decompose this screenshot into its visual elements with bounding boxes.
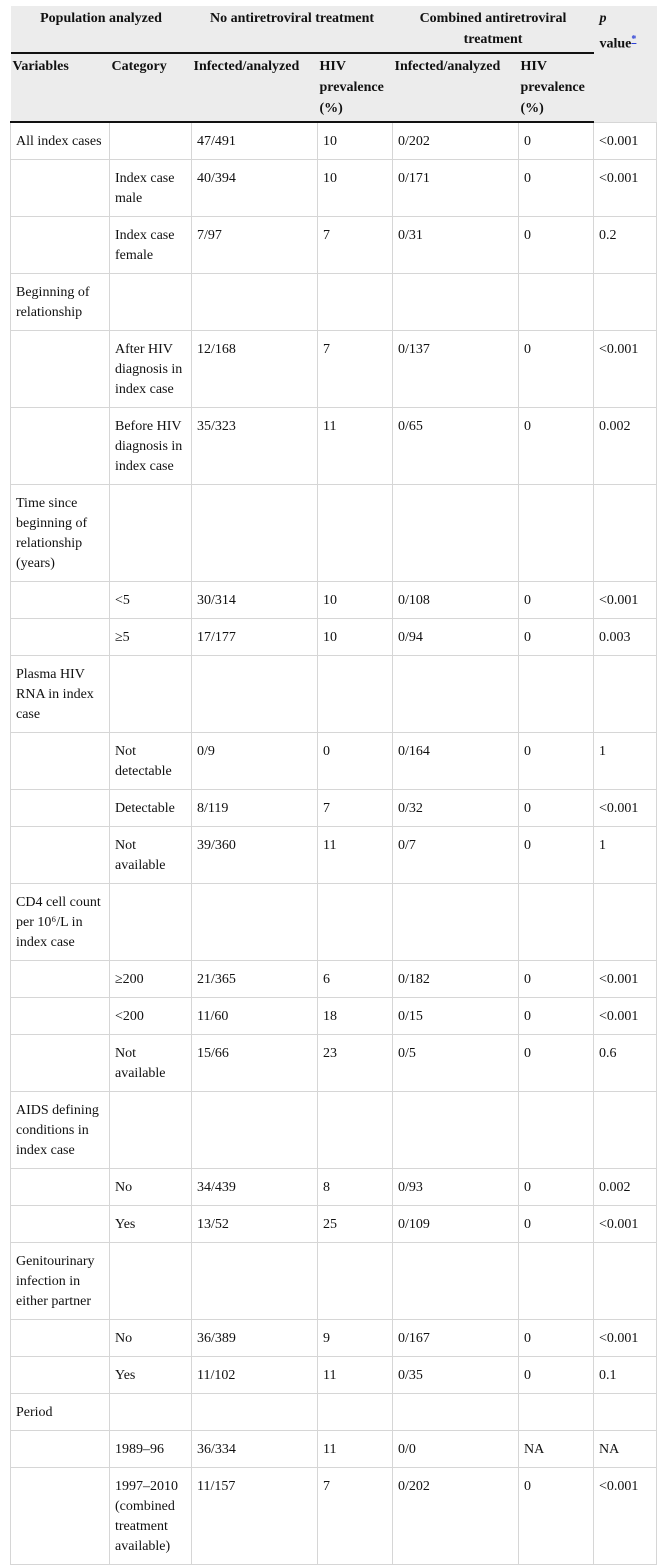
hiv-prevalence-no-art-cell: 9 [318,1320,393,1357]
table-row [11,408,657,485]
hiv-prevalence-combined-cell: 0 [519,331,594,408]
hiv-prevalence-combined-cell: 0 [519,1468,594,1565]
infected-analyzed-no-art-cell [192,1243,318,1320]
category-cell: 1997–2010 (combined treatment available) [110,1468,192,1565]
infected-analyzed-combined-cell: 0/94 [393,619,519,656]
header-group-row [11,6,657,53]
hiv-prevalence-combined-cell: 0 [519,961,594,998]
variable-cell [11,619,110,656]
variable-cell [11,582,110,619]
hiv-prevalence-combined-cell [519,485,594,582]
infected-analyzed-combined-cell: 0/182 [393,961,519,998]
p-value-header [594,6,657,122]
category-cell: <5 [110,582,192,619]
category-cell: ≥5 [110,619,192,656]
hiv-prevalence-combined-cell: 0 [519,1035,594,1092]
hiv-prevalence-combined-cell: 0 [519,160,594,217]
no-art-header: No antiretroviral treatment [192,6,393,53]
p-value-cell: <0.001 [594,961,657,998]
table-row [11,160,657,217]
table-row [11,1035,657,1092]
hiv-prevalence-no-art-cell: 7 [318,331,393,408]
header-columns-row [11,53,657,122]
infected-analyzed-no-art-cell: 0/9 [192,733,318,790]
variable-cell [11,1035,110,1092]
variable-cell [11,217,110,274]
hiv-prevalence-combined-cell: NA [519,1431,594,1468]
hiv-prevalence-no-art-cell: 25 [318,1206,393,1243]
hiv-prevalence-combined-cell [519,884,594,961]
hiv-prevalence-combined-cell [519,1092,594,1169]
infected-analyzed-header-2: Infected/analyzed [393,53,519,122]
p-value-word: value [599,36,632,52]
hiv-prevalence-no-art-cell [318,1243,393,1320]
infected-analyzed-no-art-cell [192,1092,318,1169]
variable-cell [11,733,110,790]
p-value-cell: 0.6 [594,1035,657,1092]
category-cell: After HIV diagnosis in index case [110,331,192,408]
category-cell [110,122,192,160]
p-value-cell: 0.1 [594,1357,657,1394]
infected-analyzed-combined-cell: 0/65 [393,408,519,485]
table-row [11,998,657,1035]
population-analyzed-header: Population analyzed [11,6,192,53]
hiv-prevalence-no-art-cell [318,485,393,582]
infected-analyzed-combined-cell: 0/93 [393,1169,519,1206]
infected-analyzed-combined-cell: 0/167 [393,1320,519,1357]
category-cell: Detectable [110,790,192,827]
category-cell: Before HIV diagnosis in index case [110,408,192,485]
table-row [11,1206,657,1243]
variable-cell [11,998,110,1035]
infected-analyzed-no-art-cell: 8/119 [192,790,318,827]
infected-analyzed-no-art-cell [192,485,318,582]
table-row [11,619,657,656]
hiv-prevalence-table [10,6,657,1565]
hiv-prevalence-no-art-cell: 0 [318,733,393,790]
hiv-prevalence-no-art-cell: 18 [318,998,393,1035]
p-value-cell: 1 [594,827,657,884]
table-row [11,1243,657,1320]
infected-analyzed-no-art-cell [192,884,318,961]
combined-art-header: Combined antiretroviral treatment [393,6,594,53]
p-value-cell: <0.001 [594,160,657,217]
table-row [11,582,657,619]
infected-analyzed-no-art-cell: 15/66 [192,1035,318,1092]
hiv-prevalence-combined-cell: 0 [519,998,594,1035]
table-row [11,827,657,884]
variable-cell [11,331,110,408]
hiv-prevalence-combined-cell: 0 [519,1169,594,1206]
p-value-cell: <0.001 [594,790,657,827]
infected-analyzed-combined-cell: 0/164 [393,733,519,790]
variable-cell [11,160,110,217]
p-value-cell: 1 [594,733,657,790]
infected-analyzed-combined-cell [393,656,519,733]
hiv-prevalence-no-art-cell: 11 [318,408,393,485]
hiv-prevalence-combined-cell: 0 [519,1320,594,1357]
p-value-cell: <0.001 [594,998,657,1035]
hiv-prevalence-no-art-cell [318,1394,393,1431]
table-row [11,656,657,733]
p-value-cell [594,1092,657,1169]
infected-analyzed-combined-cell: 0/35 [393,1357,519,1394]
infected-analyzed-no-art-cell: 47/491 [192,122,318,160]
hiv-prevalence-combined-cell: 0 [519,408,594,485]
infected-analyzed-no-art-cell [192,656,318,733]
p-value-cell: 0.003 [594,619,657,656]
category-cell: Not detectable [110,733,192,790]
infected-analyzed-no-art-cell: 34/439 [192,1169,318,1206]
hiv-prevalence-no-art-cell: 10 [318,619,393,656]
infected-analyzed-combined-cell: 0/15 [393,998,519,1035]
infected-analyzed-combined-cell [393,1243,519,1320]
infected-analyzed-no-art-cell [192,274,318,331]
hiv-prevalence-no-art-cell [318,656,393,733]
category-cell: No [110,1320,192,1357]
infected-analyzed-no-art-cell: 36/334 [192,1431,318,1468]
infected-analyzed-header-1: Infected/analyzed [192,53,318,122]
p-label: p [599,11,607,26]
table-row [11,1092,657,1169]
infected-analyzed-combined-cell: 0/32 [393,790,519,827]
p-value-cell: <0.001 [594,582,657,619]
variable-cell: All index cases [11,122,110,160]
category-cell [110,1394,192,1431]
infected-analyzed-no-art-cell: 30/314 [192,582,318,619]
table-row [11,733,657,790]
hiv-prevalence-combined-cell: 0 [519,122,594,160]
category-cell [110,274,192,331]
infected-analyzed-no-art-cell: 21/365 [192,961,318,998]
infected-analyzed-combined-cell: 0/202 [393,122,519,160]
variable-cell [11,1320,110,1357]
p-value-cell [594,485,657,582]
infected-analyzed-no-art-cell: 11/60 [192,998,318,1035]
table-row [11,1431,657,1468]
hiv-prevalence-combined-cell: 0 [519,827,594,884]
variable-cell: Period [11,1394,110,1431]
variables-header: Variables [11,53,110,122]
infected-analyzed-combined-cell: 0/171 [393,160,519,217]
hiv-prevalence-no-art-cell: 10 [318,582,393,619]
category-cell: ≥200 [110,961,192,998]
hiv-prevalence-combined-cell: 0 [519,733,594,790]
variable-cell [11,790,110,827]
hiv-prevalence-header-2: HIV prevalence (%) [519,53,594,122]
variable-cell [11,408,110,485]
variable-cell [11,827,110,884]
table-row [11,961,657,998]
hiv-prevalence-no-art-cell: 6 [318,961,393,998]
category-cell: No [110,1169,192,1206]
table-row [11,122,657,160]
hiv-prevalence-no-art-cell: 10 [318,160,393,217]
variable-cell [11,1206,110,1243]
category-cell: Index case male [110,160,192,217]
infected-analyzed-combined-cell [393,1394,519,1431]
variable-cell [11,1169,110,1206]
infected-analyzed-no-art-cell: 11/102 [192,1357,318,1394]
variable-cell: CD4 cell count per 10⁶/L in index case [11,884,110,961]
category-cell: Not available [110,827,192,884]
infected-analyzed-combined-cell: 0/202 [393,1468,519,1565]
infected-analyzed-no-art-cell: 11/157 [192,1468,318,1565]
infected-analyzed-combined-cell: 0/0 [393,1431,519,1468]
hiv-prevalence-combined-cell: 0 [519,217,594,274]
p-value-cell [594,1394,657,1431]
hiv-prevalence-combined-cell [519,274,594,331]
category-cell: <200 [110,998,192,1035]
p-value-cell: 0.002 [594,408,657,485]
p-value-cell: <0.001 [594,1320,657,1357]
hiv-prevalence-no-art-cell: 7 [318,1468,393,1565]
p-value-cell [594,884,657,961]
infected-analyzed-combined-cell: 0/109 [393,1206,519,1243]
variable-cell: Genitourinary infection in either partner [11,1243,110,1320]
infected-analyzed-combined-cell: 0/108 [393,582,519,619]
hiv-prevalence-combined-cell [519,1243,594,1320]
table-body [11,122,657,1565]
variable-cell [11,1431,110,1468]
hiv-prevalence-combined-cell: 0 [519,790,594,827]
footnote-link[interactable]: * [631,34,637,45]
table-row [11,485,657,582]
table-row [11,1468,657,1565]
infected-analyzed-no-art-cell [192,1394,318,1431]
infected-analyzed-combined-cell [393,274,519,331]
p-value-cell [594,274,657,331]
category-cell [110,485,192,582]
hiv-prevalence-no-art-cell [318,884,393,961]
table-row [11,1320,657,1357]
hiv-prevalence-no-art-cell: 8 [318,1169,393,1206]
infected-analyzed-no-art-cell: 39/360 [192,827,318,884]
hiv-prevalence-no-art-cell: 11 [318,1431,393,1468]
p-value-cell: NA [594,1431,657,1468]
table-header [11,6,657,122]
p-value-cell: <0.001 [594,1206,657,1243]
hiv-prevalence-header-1: HIV prevalence (%) [318,53,393,122]
variable-cell [11,1357,110,1394]
table-row [11,790,657,827]
hiv-prevalence-no-art-cell: 7 [318,790,393,827]
infected-analyzed-combined-cell [393,884,519,961]
table-row [11,274,657,331]
category-cell [110,1092,192,1169]
table-row [11,217,657,274]
hiv-prevalence-no-art-cell [318,274,393,331]
p-value-cell: 0.2 [594,217,657,274]
table-row [11,1169,657,1206]
hiv-prevalence-no-art-cell: 11 [318,1357,393,1394]
variable-cell [11,961,110,998]
variable-cell: AIDS defining conditions in index case [11,1092,110,1169]
infected-analyzed-no-art-cell: 36/389 [192,1320,318,1357]
category-cell: 1989–96 [110,1431,192,1468]
hiv-prevalence-combined-cell: 0 [519,582,594,619]
table-row [11,884,657,961]
hiv-prevalence-combined-cell: 0 [519,1357,594,1394]
category-cell [110,656,192,733]
category-cell [110,1243,192,1320]
infected-analyzed-no-art-cell: 13/52 [192,1206,318,1243]
infected-analyzed-no-art-cell: 12/168 [192,331,318,408]
p-value-cell: <0.001 [594,1468,657,1565]
hiv-prevalence-combined-cell: 0 [519,619,594,656]
table-row [11,1357,657,1394]
infected-analyzed-combined-cell: 0/5 [393,1035,519,1092]
p-value-cell: <0.001 [594,331,657,408]
hiv-prevalence-no-art-cell: 23 [318,1035,393,1092]
table-row [11,331,657,408]
hiv-prevalence-combined-cell: 0 [519,1206,594,1243]
category-cell: Index case female [110,217,192,274]
hiv-prevalence-combined-cell [519,656,594,733]
hiv-prevalence-no-art-cell: 11 [318,827,393,884]
p-value-cell [594,1243,657,1320]
infected-analyzed-combined-cell: 0/137 [393,331,519,408]
category-cell: Yes [110,1357,192,1394]
infected-analyzed-combined-cell [393,485,519,582]
table-row [11,1394,657,1431]
hiv-prevalence-no-art-cell: 7 [318,217,393,274]
category-cell: Not available [110,1035,192,1092]
infected-analyzed-combined-cell [393,1092,519,1169]
variable-cell: Beginning of relationship [11,274,110,331]
variable-cell: Plasma HIV RNA in index case [11,656,110,733]
infected-analyzed-no-art-cell: 35/323 [192,408,318,485]
p-value-cell [594,656,657,733]
infected-analyzed-no-art-cell: 17/177 [192,619,318,656]
hiv-prevalence-no-art-cell [318,1092,393,1169]
infected-analyzed-no-art-cell: 7/97 [192,217,318,274]
category-cell [110,884,192,961]
hiv-prevalence-combined-cell [519,1394,594,1431]
infected-analyzed-combined-cell: 0/31 [393,217,519,274]
category-cell: Yes [110,1206,192,1243]
infected-analyzed-combined-cell: 0/7 [393,827,519,884]
p-value-cell: 0.002 [594,1169,657,1206]
hiv-prevalence-no-art-cell: 10 [318,122,393,160]
category-header: Category [110,53,192,122]
p-value-cell: <0.001 [594,122,657,160]
infected-analyzed-no-art-cell: 40/394 [192,160,318,217]
variable-cell: Time since beginning of relationship (years) [11,485,110,582]
variable-cell [11,1468,110,1565]
